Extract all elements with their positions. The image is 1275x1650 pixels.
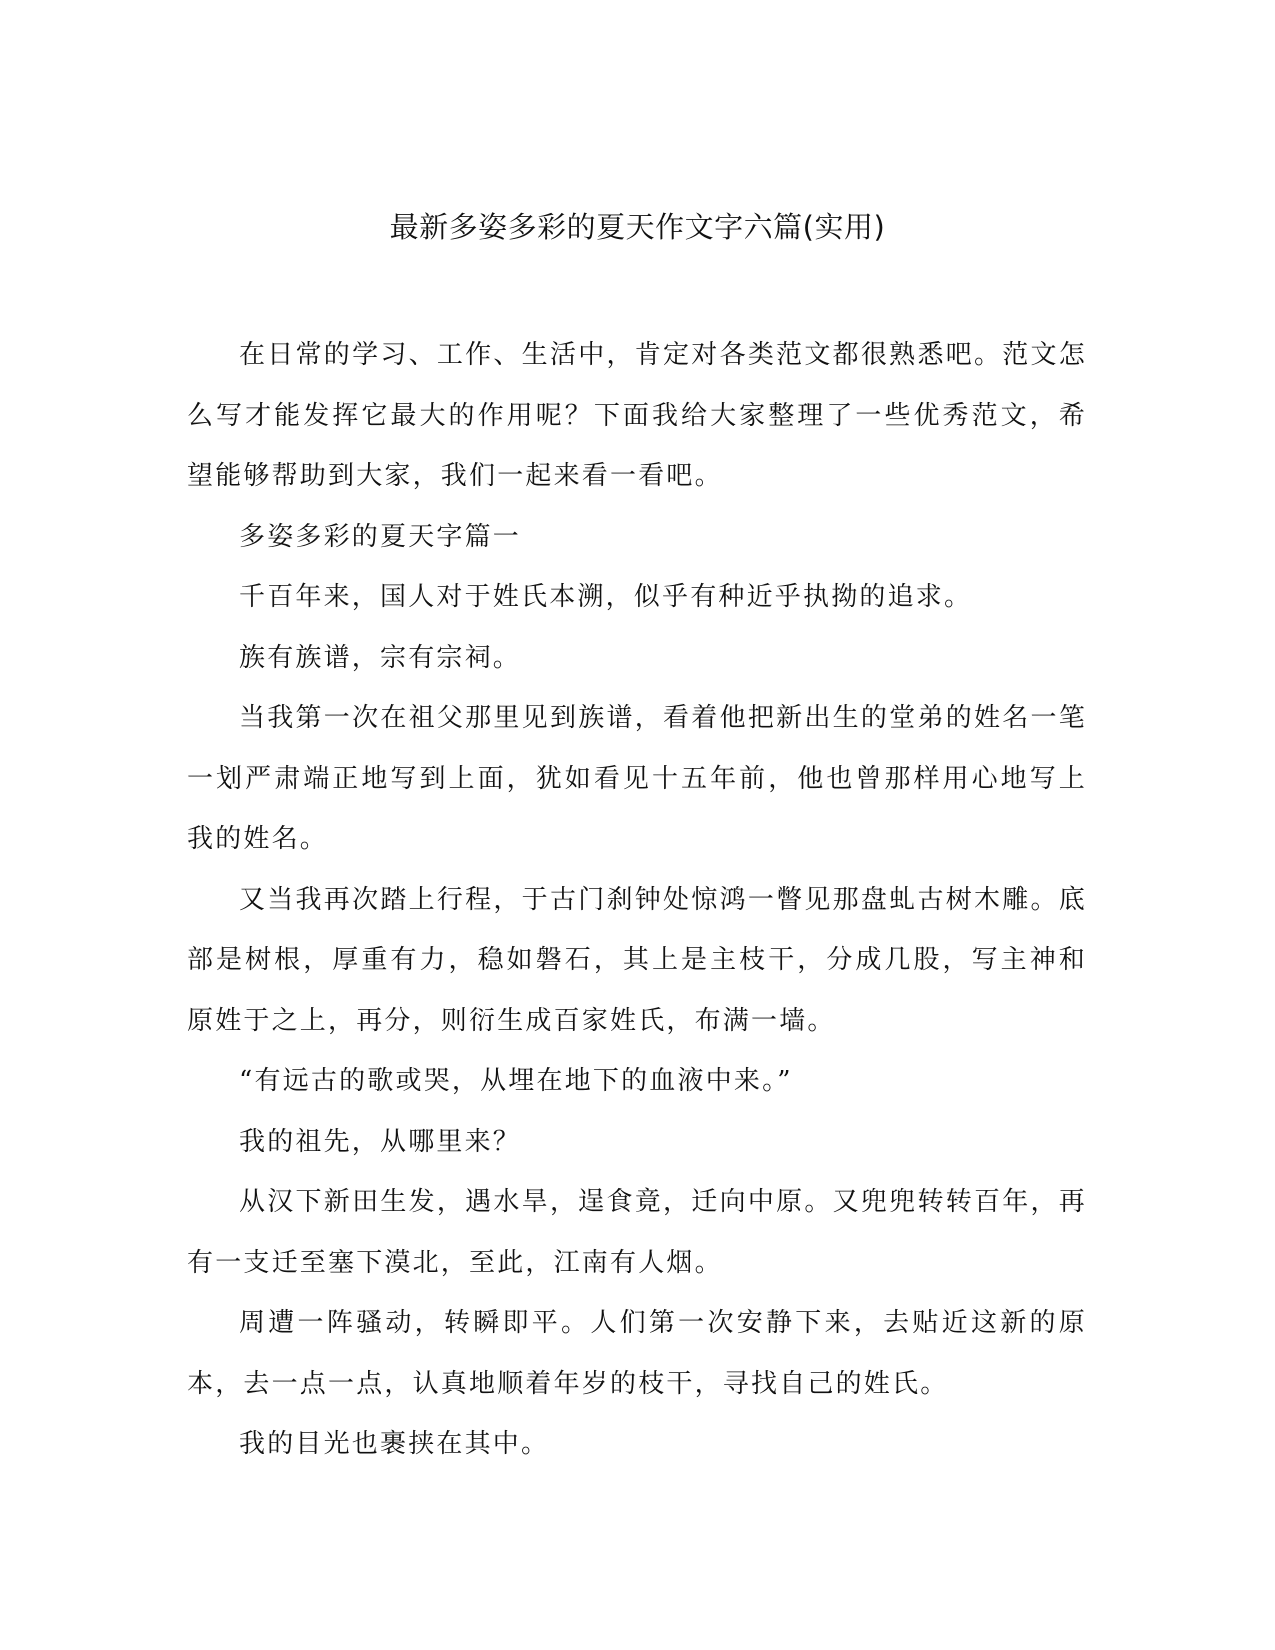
paragraph: 又当我再次踏上行程，于古门刹钟处惊鸿一瞥见那盘虬古树木雕。底部是树根，厚重有力，稳如磐石，其上是主枝干，分成几股，写主神和原姓于之上，再分，则衍生成百家姓氏，布满一墙。 [187, 884, 1087, 1036]
section-heading: 多姿多彩的夏天字篇一 [239, 521, 522, 552]
document-title: 最新多姿多彩的夏天作文字六篇(实用) [389, 210, 886, 244]
document-body [187, 325, 1087, 1475]
paragraph: 当我第一次在祖父那里见到族谱，看着他把新出生的堂弟的姓名一笔一划严肃端正地写到上面，犹如看见十五年前，他也曾那样用心地写上我的姓名。 [187, 703, 1087, 854]
paragraph: 千百年来，国人对于姓氏本溯，似乎有种近乎执拗的追求。 [239, 582, 973, 612]
paragraph: 我的祖先，从哪里来？ [239, 1126, 522, 1157]
paragraph: 从汉下新田生发，遇水旱，逞食竟，迁向中原。又兜兜转转百年，再有一支迁至塞下漠北，至此，江南有人烟。 [187, 1187, 1087, 1278]
quote-paragraph: “有远古的歌或哭，从埋在地下的血液中来。” [239, 1066, 793, 1096]
paragraph-intro: 在日常的学习、工作、生活中，肯定对各类范文都很熟悉吧。范文怎么写才能发挥它最大的作用呢？下面我给大家整理了一些优秀范文，希望能够帮助到大家，我们一起来看一看吧。 [187, 340, 1087, 491]
paragraph: 我的目光也裹挟在其中。 [239, 1429, 550, 1459]
paragraph: 周遭一阵骚动，转瞬即平。人们第一次安静下来，去贴近这新的原本，去一点一点，认真地顺着年岁的枝干，寻找自己的姓氏。 [187, 1308, 1087, 1399]
paragraph: 族有族谱，宗有宗祠。 [239, 642, 522, 673]
